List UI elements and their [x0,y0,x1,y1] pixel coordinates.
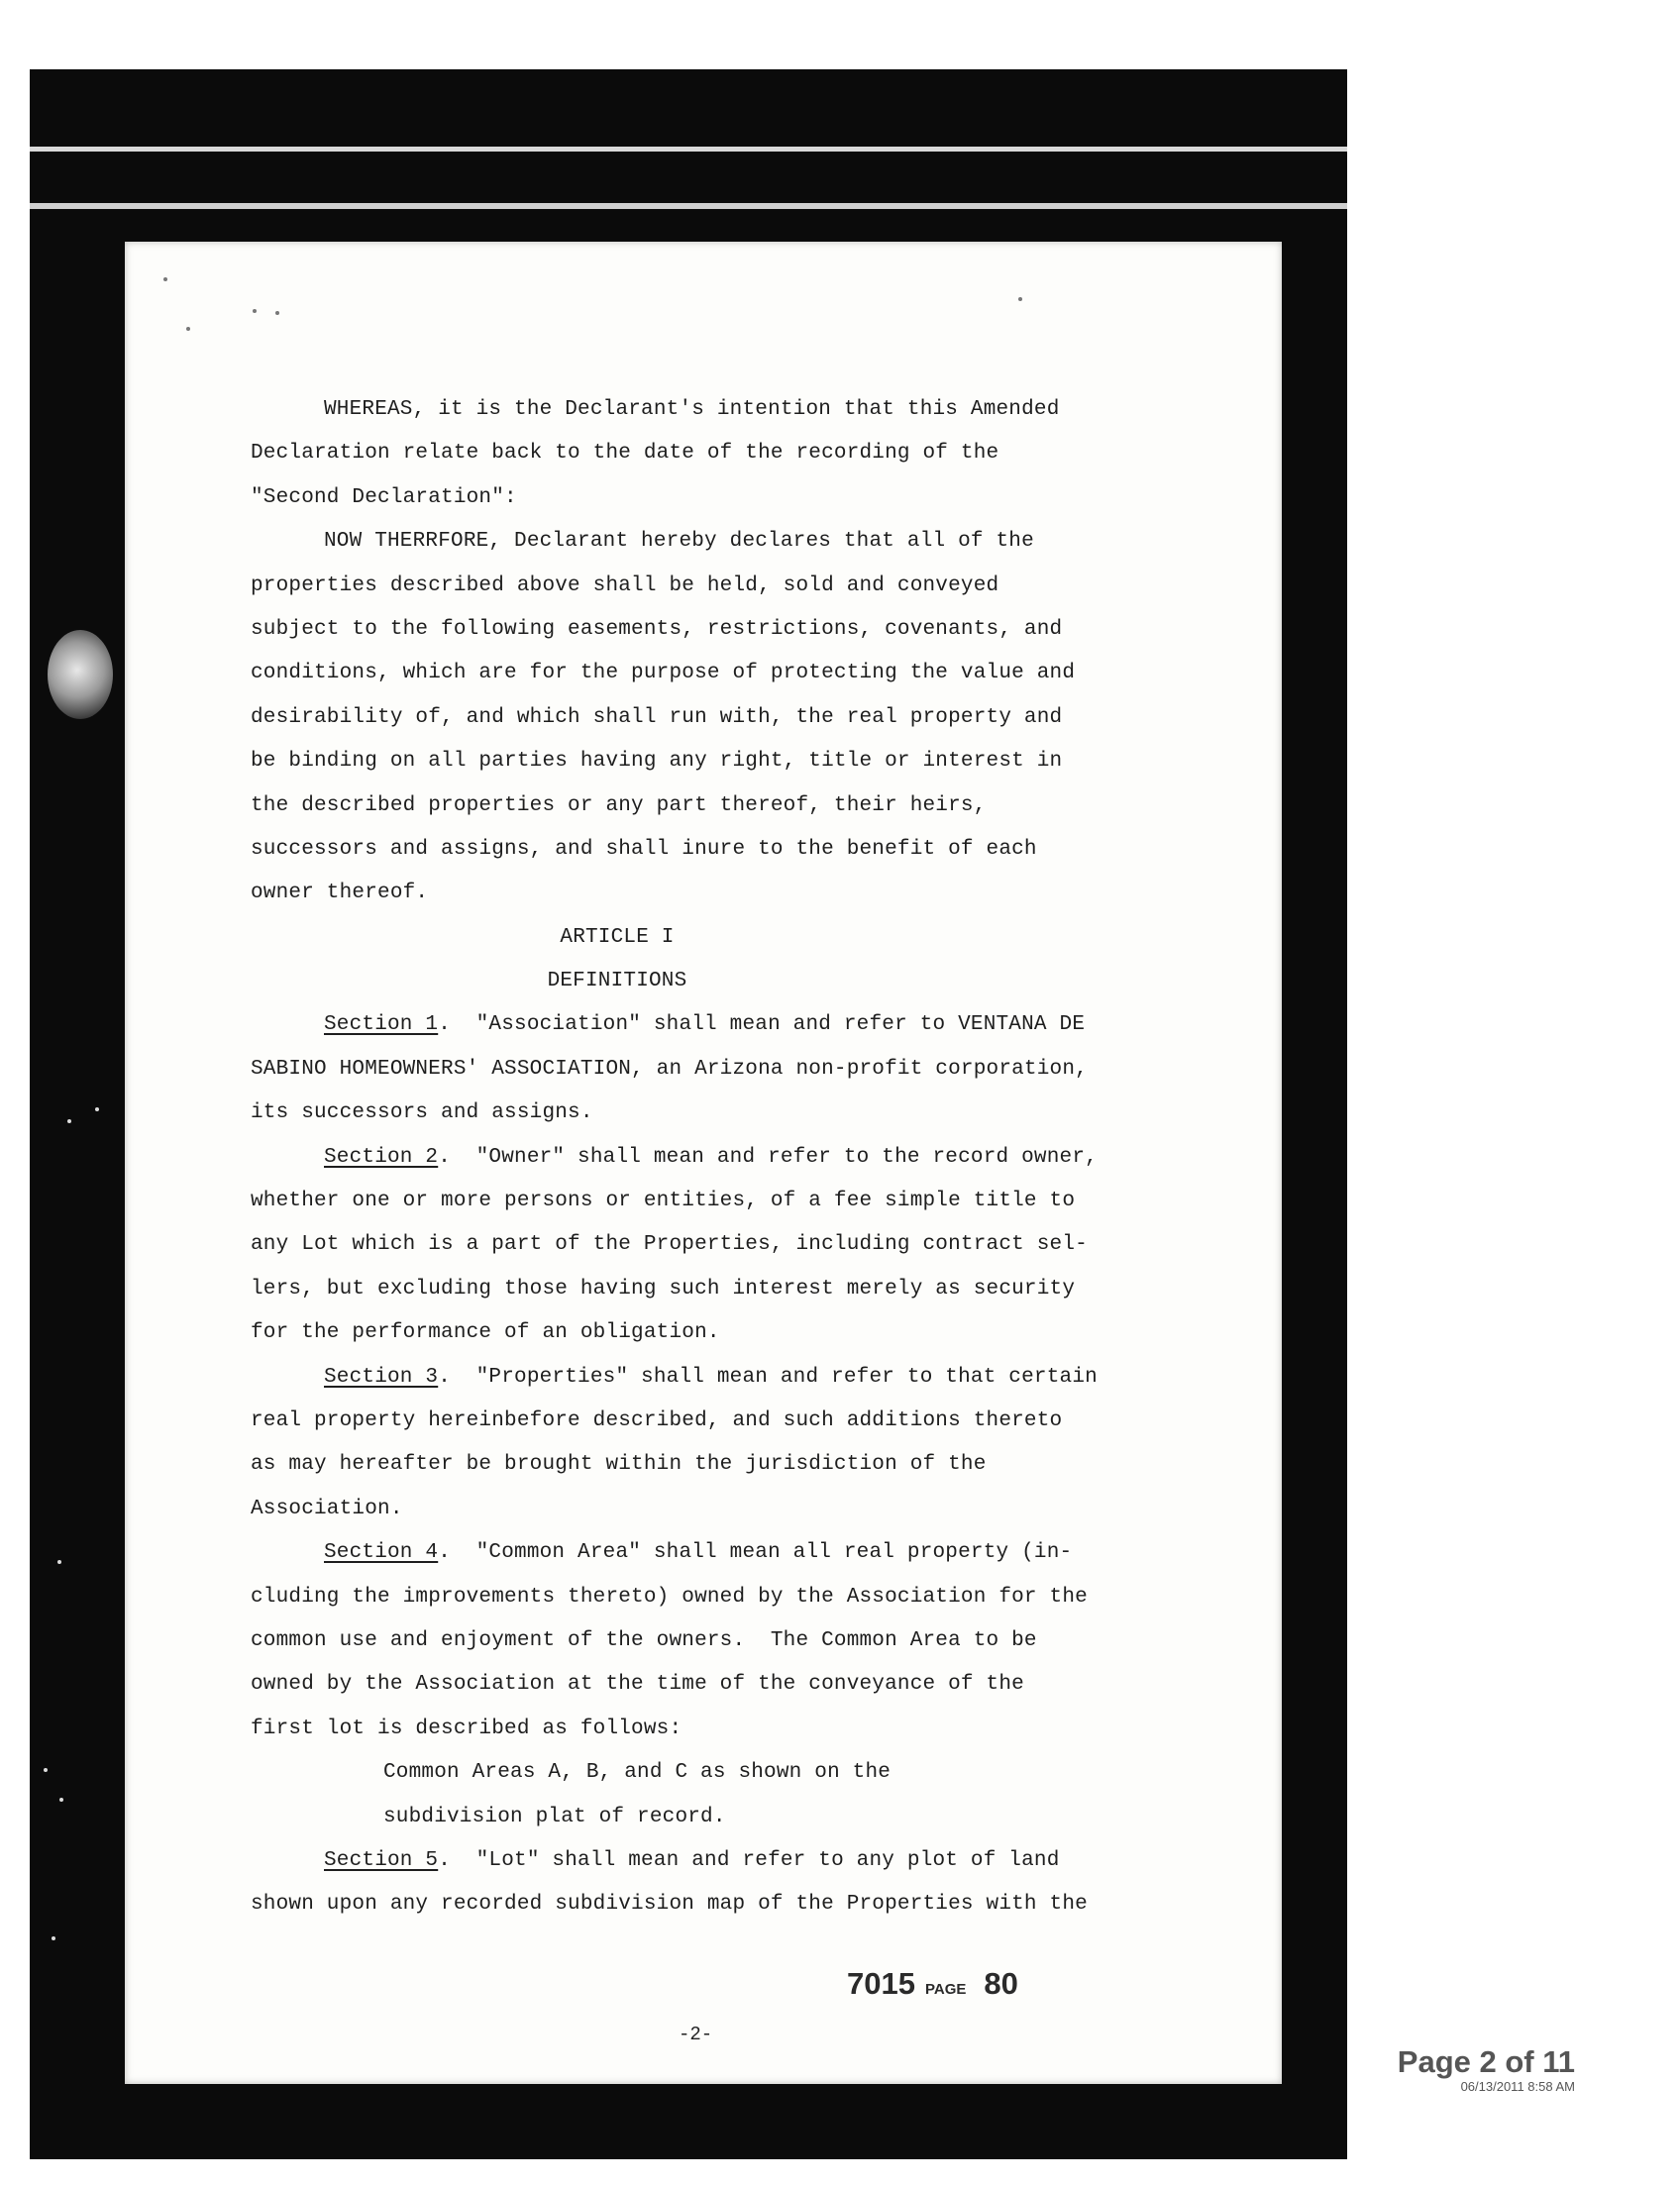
document-line: shown upon any recorded subdivision map of the Properties with the [251,1893,1088,1917]
document-line: Common Areas A, B, and C as shown on the [383,1761,892,1785]
document-line: owner thereof. [251,882,429,905]
document-line: as may hereafter be brought within the jurisdiction of the [251,1453,987,1477]
document-line: cluding the improvements thereto) owned by the Association for the [251,1585,1088,1609]
section-label: Section 5 [324,1848,439,1872]
binder-hole-mark [48,630,113,719]
viewer-page-stamp [1377,2045,1575,2094]
document-line: SABINO HOMEOWNERS' ASSOCIATION, an Arizona non-profit corporation, [251,1057,1088,1081]
document-line [251,1531,1162,1575]
scan-speck [1018,297,1022,301]
article-heading: ARTICLE I [560,925,675,949]
document-line: be binding on all parties having any right, title or interest in [251,750,1063,774]
book-number: 7015 [847,1966,915,2001]
document-line: properties described above shall be held, sold and conveyed [251,573,999,597]
scan-speck [275,311,279,315]
document-line: desirability of, and which shall run with, the real property and [251,705,1063,729]
document-line: real property hereinbefore described, and such additions thereto [251,1408,1063,1432]
recording-reference [847,1966,1018,2002]
document-line: the described properties or any part thereof, their heirs, [251,793,987,817]
document-line: its successors and assigns. [251,1101,593,1125]
scan-speck [253,309,257,313]
document-line [251,1356,1162,1400]
document-line: first lot is described as follows: [251,1717,682,1740]
section-label: Section 3 [324,1365,439,1389]
scan-speck [44,1768,48,1772]
scan-edge-top [30,147,1347,152]
document-line: owned by the Association at the time of the conveyance of the [251,1673,1024,1697]
document-line: subject to the following easements, restrictions, covenants, and [251,617,1063,641]
scan-speck [59,1798,63,1802]
document-line: whether one or more persons or entities, of a fee simple title to [251,1190,1076,1213]
document-line: successors and assigns, and shall inure to the benefit of each [251,837,1037,861]
section-text: . "Common Area" shall mean all real property (in- [438,1541,1073,1565]
section-label: Section 2 [324,1145,439,1169]
document-body [251,388,1162,1927]
document-line: Association. [251,1497,403,1520]
book-page-number: 80 [984,1966,1018,2001]
document-line: any Lot which is a part of the Properties, including contract sel- [251,1233,1088,1257]
scan-speck [95,1107,99,1111]
print-timestamp: 06/13/2011 8:58 AM [1460,2079,1575,2094]
article-heading: DEFINITIONS [547,970,687,993]
section-text: . "Properties" shall mean and refer to that certain [438,1365,1098,1389]
document-line: subdivision plat of record. [383,1805,726,1828]
scan-speck [67,1119,71,1123]
scan-speck [186,327,190,331]
page-count-label: Page 2 of 11 [1397,2044,1575,2079]
document-line: for the performance of an obligation. [251,1321,720,1345]
document-line: conditions, which are for the purpose of protecting the value and [251,662,1076,685]
document-line: "Second Declaration": [251,485,517,509]
scan-speck [52,1936,55,1940]
document-line [251,1003,1162,1047]
document-line: common use and enjoyment of the owners. The Common Area to be [251,1628,1037,1652]
page-number-footer: -2- [679,2024,713,2045]
scan-speck [163,277,167,281]
section-label: Section 1 [324,1013,439,1037]
document-line: WHEREAS, it is the Declarant's intention that this Amended [324,398,1060,421]
document-line: Declaration relate back to the date of the recording of the [251,442,999,466]
scan-edge-lower [30,203,1347,209]
section-label: Section 4 [324,1541,439,1565]
section-text: . "Association" shall mean and refer to VENTANA DE [438,1013,1086,1037]
document-line [251,1839,1162,1883]
section-text: . "Lot" shall mean and refer to any plot of land [438,1848,1060,1872]
scan-speck [57,1560,61,1564]
document-line: lers, but excluding those having such interest merely as security [251,1277,1076,1301]
document-line: NOW THERRFORE, Declarant hereby declares that all of the [324,530,1034,554]
section-text: . "Owner" shall mean and refer to the record owner, [438,1145,1098,1169]
book-page-label: PAGE [924,1981,967,1998]
document-line [251,1136,1162,1180]
